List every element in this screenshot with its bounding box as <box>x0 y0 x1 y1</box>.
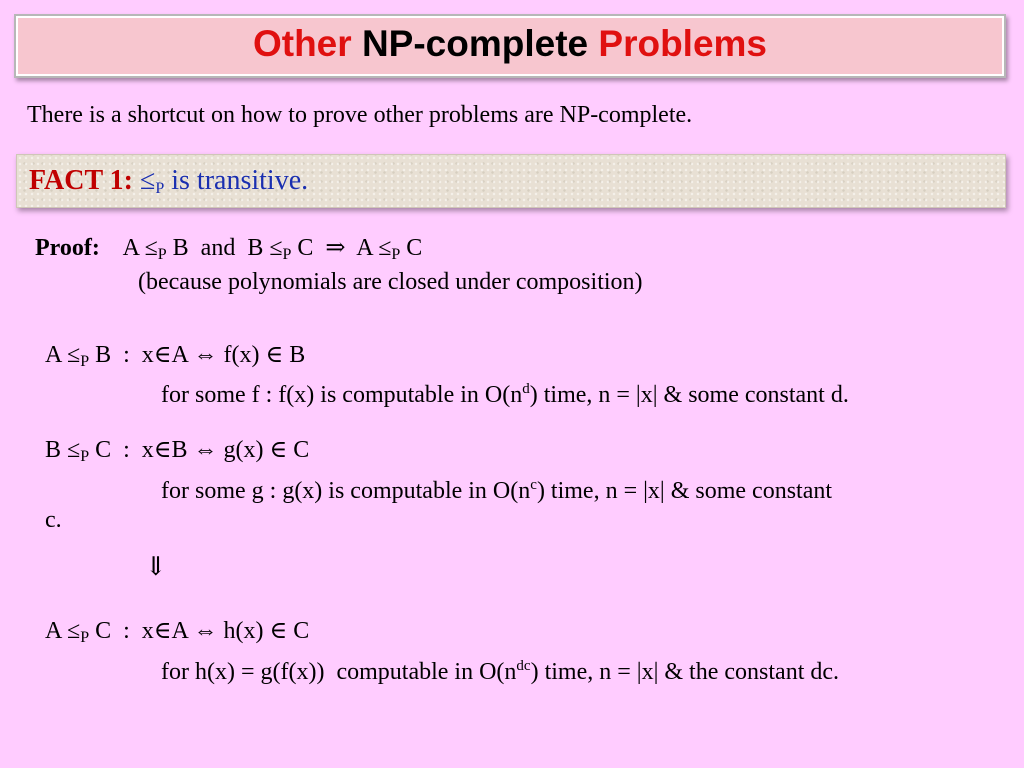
fact-label: FACT 1: <box>29 165 133 196</box>
bc-explanation-wrap: c. <box>45 507 62 533</box>
proof-line-1 <box>35 234 422 269</box>
title-banner <box>14 14 1006 78</box>
ab-explanation: for some f : f(x) is computable in $O(n^d)$ time, n = |x| & some constant d. <box>161 381 849 408</box>
ac-reduction-line: $A \le_P$ C : x∈A ⇔ h(x) ∈ C <box>45 618 310 646</box>
proof-label: Proof: <box>35 235 100 261</box>
double-down-arrow-icon: ⇓ <box>145 552 167 581</box>
fact-statement: $\le_P$ is transitive. <box>139 165 309 197</box>
proof-line-2: (because polynomials are closed under composition) <box>138 269 643 295</box>
title-word-problems: Problems <box>598 23 768 64</box>
bc-explanation: for some g : g(x) is computable in $O(n^c)$ time, n = |x| & some constant <box>161 477 833 504</box>
fact-banner <box>16 154 1006 208</box>
title-word-other: Other <box>252 23 352 64</box>
ac-explanation: for h(x) = g(f(x)) computable in $O(n^{dc})$ time, n = |x| & the constant dc. <box>161 658 840 685</box>
proof-statement: $A \le_P$ B and $B \le_P$ C ⇒ $A \le_P$ C <box>122 235 423 263</box>
fact-statement-line <box>29 165 308 205</box>
slide-title <box>16 12 1004 76</box>
title-word-np-complete: NP-complete <box>361 23 589 64</box>
ab-reduction-line: $A \le_P$ B : x∈A ⇔ f(x) ∈ B <box>45 342 306 370</box>
intro-text: There is a shortcut on how to prove other problems are NP-complete. <box>27 102 693 128</box>
bc-reduction-line: $B \le_P$ C : x∈B ⇔ g(x) ∈ C <box>45 437 310 465</box>
